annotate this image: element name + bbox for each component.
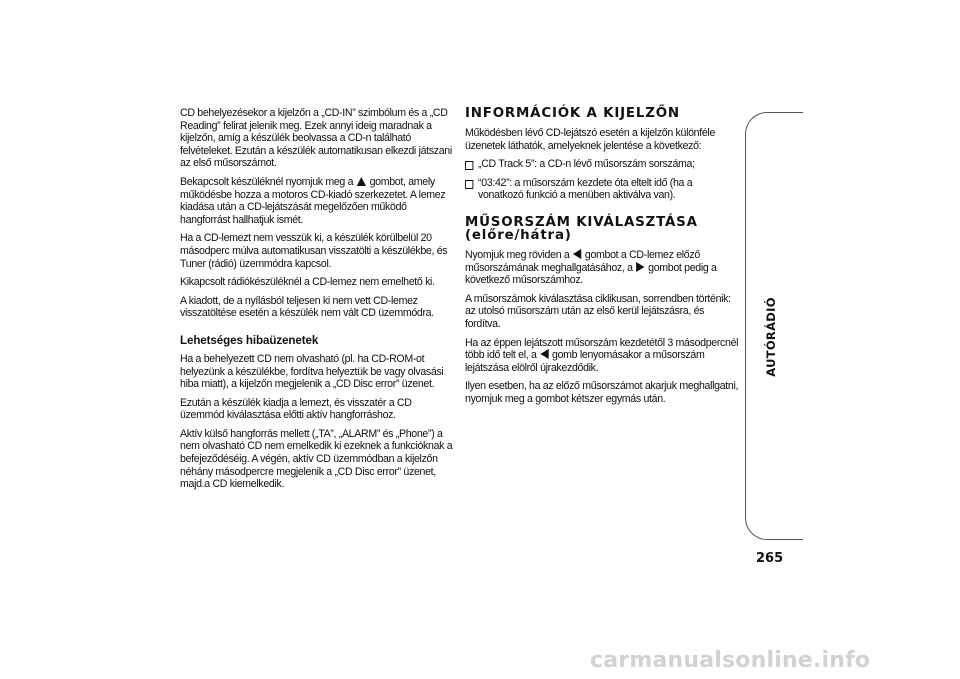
paragraph: A kiadott, de a nyílásból teljesen ki nem vett CD-lemez visszatöltése esetén a készülék nem vált CD üzemmódra. [180, 294, 434, 320]
page-number: 265 [756, 551, 784, 566]
section-title [465, 216, 740, 242]
list-item-text: „CD Track 5”: a CD-n lévő műsorszám sorszáma; [478, 158, 695, 171]
checkbox-bullet-icon [465, 180, 473, 189]
paragraph: Kikapcsolt rádiókészüléknél a CD-lemez nem emelhető ki. [180, 276, 435, 289]
text: gomb lenyomásakor a műsorszám lejátszása elölről újrakezdődik. [465, 349, 705, 374]
text: Nyomjuk meg röviden a [465, 248, 573, 261]
list-item [465, 158, 739, 171]
chapter-label [764, 297, 778, 377]
section-title-line: (előre/hátra) [465, 227, 572, 243]
paragraph-eject [180, 176, 453, 226]
next-track-icon [636, 262, 644, 272]
checkbox-bullet-icon [465, 161, 473, 170]
text: gombot, amely működésbe hozza a motoros CD-kiadó szerkezetet. A lemez kiadása után a CD-lejátszását megelőzően működő hangforrást hallhatjuk ismét. [180, 175, 446, 226]
text: gombot pedig a következő műsorszámhoz. [465, 261, 717, 287]
paragraph: Ilyen esetben, ha az előző műsorszámot akarjuk meghallgatni, nyomjuk meg a gombot kétszer egymás után. [465, 380, 739, 405]
list-item [465, 177, 739, 202]
subheading: Lehetséges hibaüzenetek [180, 333, 319, 347]
eject-icon [357, 177, 366, 186]
text: Bekapcsolt készüléknél nyomjuk meg a [180, 175, 356, 188]
left-column [180, 107, 454, 497]
paragraph-restart [465, 337, 739, 375]
paragraph: Ha a CD-lemezt nem vesszük ki, a készülék körülbelül 20 másodperc múlva automatikusan visszatölti a készülékbe, és Tuner (rádió) üzemmódra kapcsol. [180, 232, 448, 270]
previous-track-icon [573, 249, 581, 259]
list-item-text: “03:42”: a műsorszám kezdete óta eltelt idő (ha a vonatkozó funkció a menüben aktiválva van). [478, 176, 693, 202]
right-column [465, 107, 740, 412]
section-title-line: MŰSORSZÁM KIVÁLASZTÁSA [465, 214, 698, 230]
watermark: carmanualsonline.info [590, 648, 871, 673]
chapter-label-text: AUTÓRÁDIÓ [764, 297, 778, 377]
paragraph: A műsorszámok kiválasztása ciklikusan, sorrendben történik: az utolsó műsorszám után az első kerül lejátszásra, és fordítva. [465, 292, 731, 330]
paragraph: CD behelyezésekor a kijelzőn a „CD-IN” szimbólum és a „CD Reading” felirat jelenik meg. Ezek annyi ideig maradnak a kijelzőn, amíg a készülék beolvassa a CD-n található felvételeket. Ezután a készülék automatikusan elkezdi játszani az első műsorszámot. [180, 107, 452, 170]
paragraph: Aktív külső hangforrás mellett („TA”, „ALARM” és „Phone”) a nem olvasható CD nem emelkedik ki ezeknek a funkcióknak a befejeződéséig. A végén, aktív CD üzemmódban a kijelzőn néhány másodpercre megjelenik a „CD Disc error” üzenet, majd.a CD kiemelkedik. [180, 427, 453, 491]
text: Ha az éppen lejátszott műsorszám kezdetétől 3 másodpercnél több idő telt el, a [465, 336, 739, 362]
paragraph: Működésben lévő CD-lejátszó esetén a kijelzőn különféle üzenetek láthatók, amelyeknek jelentése a következő: [465, 127, 716, 152]
paragraph: Ha a behelyezett CD nem olvasható (pl. ha CD-ROM-ot helyezünk a készülékbe, fordítva helyeztük be vagy olvasási hiba miatt), a kijelzőn megjelenik a „CD Disc error” üzenet. [180, 352, 444, 391]
text: gombot a CD-lemez előző műsorszámának meghallgatásához, a [465, 248, 700, 274]
previous-track-icon [540, 349, 548, 359]
paragraph-track-select [465, 249, 739, 287]
paragraph: Ezután a készülék kiadja a lemezt, és visszatér a CD üzemmód kiválasztása előtti aktív hangforráshoz. [180, 396, 412, 422]
section-title: INFORMÁCIÓK A KIJELZŐN [465, 106, 680, 121]
